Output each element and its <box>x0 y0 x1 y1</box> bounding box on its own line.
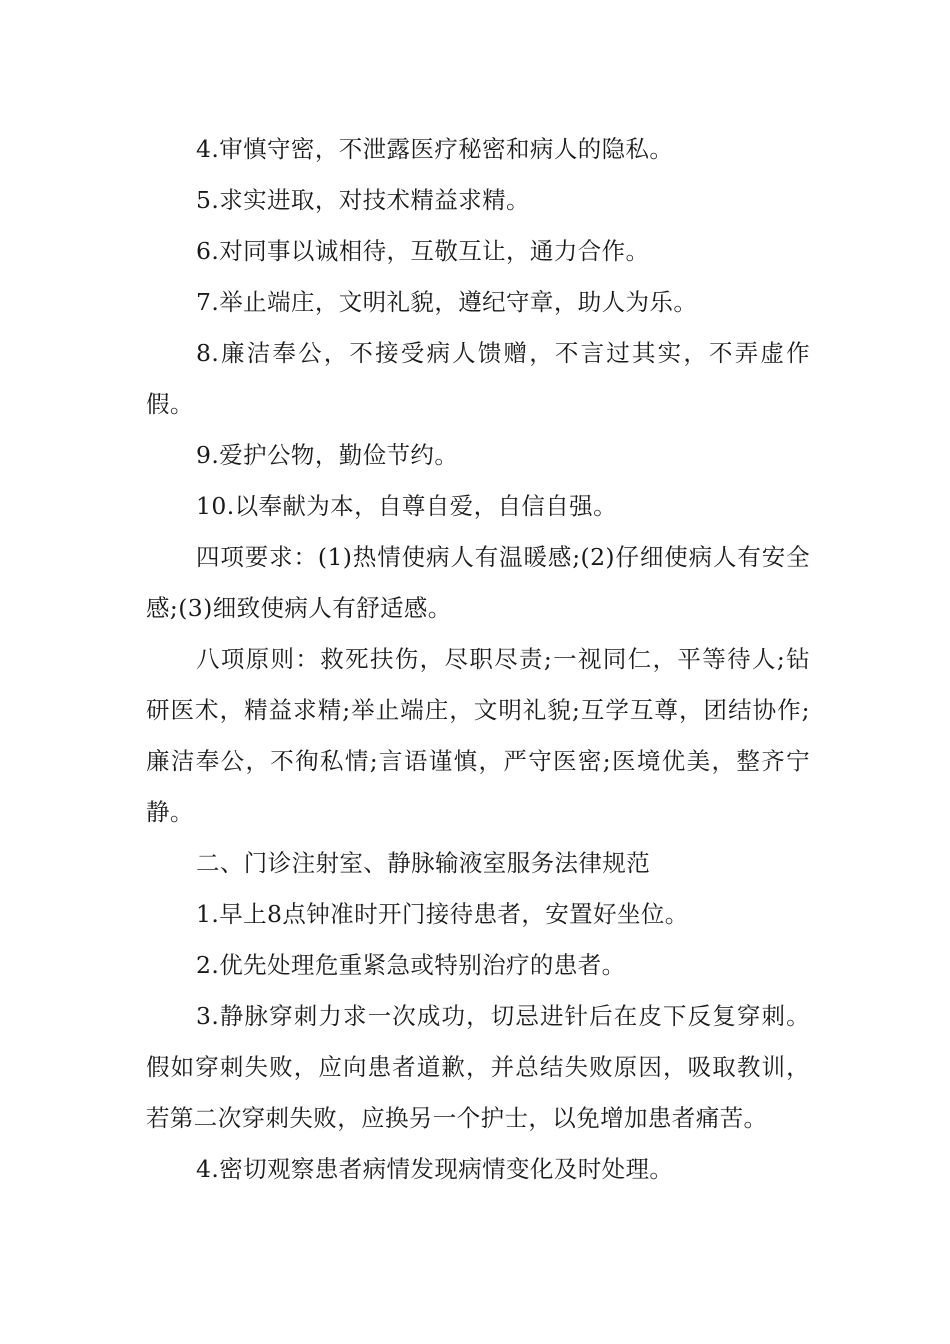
paragraph-rule-3-venipuncture: 3.静脉穿刺力求一次成功，切忌进针后在皮下反复穿刺。假如穿刺失败，应向患者道歉，并总结失败原因，吸取教训，若第二次穿刺失败，应换另一个护士，以免增加患者痛苦。 <box>146 1002 810 1132</box>
paragraph-rule-4-observation: 4.密切观察患者病情发现病情变化及时处理。 <box>196 1155 674 1183</box>
paragraph-eight-principles: 八项原则：救死扶伤，尽职尽责;一视同仁，平等待人;钻研医术，精益求精;举止端庄，文明礼貌;互学互尊，团结协作;廉洁奉公，不徇私情;言语谨慎，严守医密;医境优美，整齐宁静。 <box>146 645 810 826</box>
paragraph-item-9-frugality: 9.爱护公物，勤俭节约。 <box>196 441 459 469</box>
paragraph-item-5-progress: 5.求实进取，对技术精益求精。 <box>196 186 530 214</box>
paragraph-item-4-confidentiality: 4.审慎守密，不泄露医疗秘密和病人的隐私。 <box>196 135 674 163</box>
paragraph-item-8-integrity: 8.廉洁奉公，不接受病人馈赠，不言过其实，不弄虚作假。 <box>146 339 810 418</box>
paragraph-item-6-colleagues: 6.对同事以诚相待，互敬互让，通力合作。 <box>196 237 650 265</box>
paragraph-rule-1-opening: 1.早上8点钟准时开门接待患者，安置好坐位。 <box>196 900 689 928</box>
paragraph-rule-2-priority: 2.优先处理危重紧急或特别治疗的患者。 <box>196 951 626 979</box>
document-body <box>146 124 810 1195</box>
section-heading-injection-room: 二、门诊注射室、静脉输液室服务法律规范 <box>196 849 651 877</box>
paragraph-four-requirements: 四项要求：(1)热情使病人有温暖感;(2)仔细使病人有安全感;(3)细致使病人有舒适感。 <box>146 543 810 622</box>
paragraph-item-10-dedication: 10.以奉献为本，自尊自爱，自信自强。 <box>196 492 617 520</box>
paragraph-item-7-conduct: 7.举止端庄，文明礼貌，遵纪守章，助人为乐。 <box>196 288 698 316</box>
